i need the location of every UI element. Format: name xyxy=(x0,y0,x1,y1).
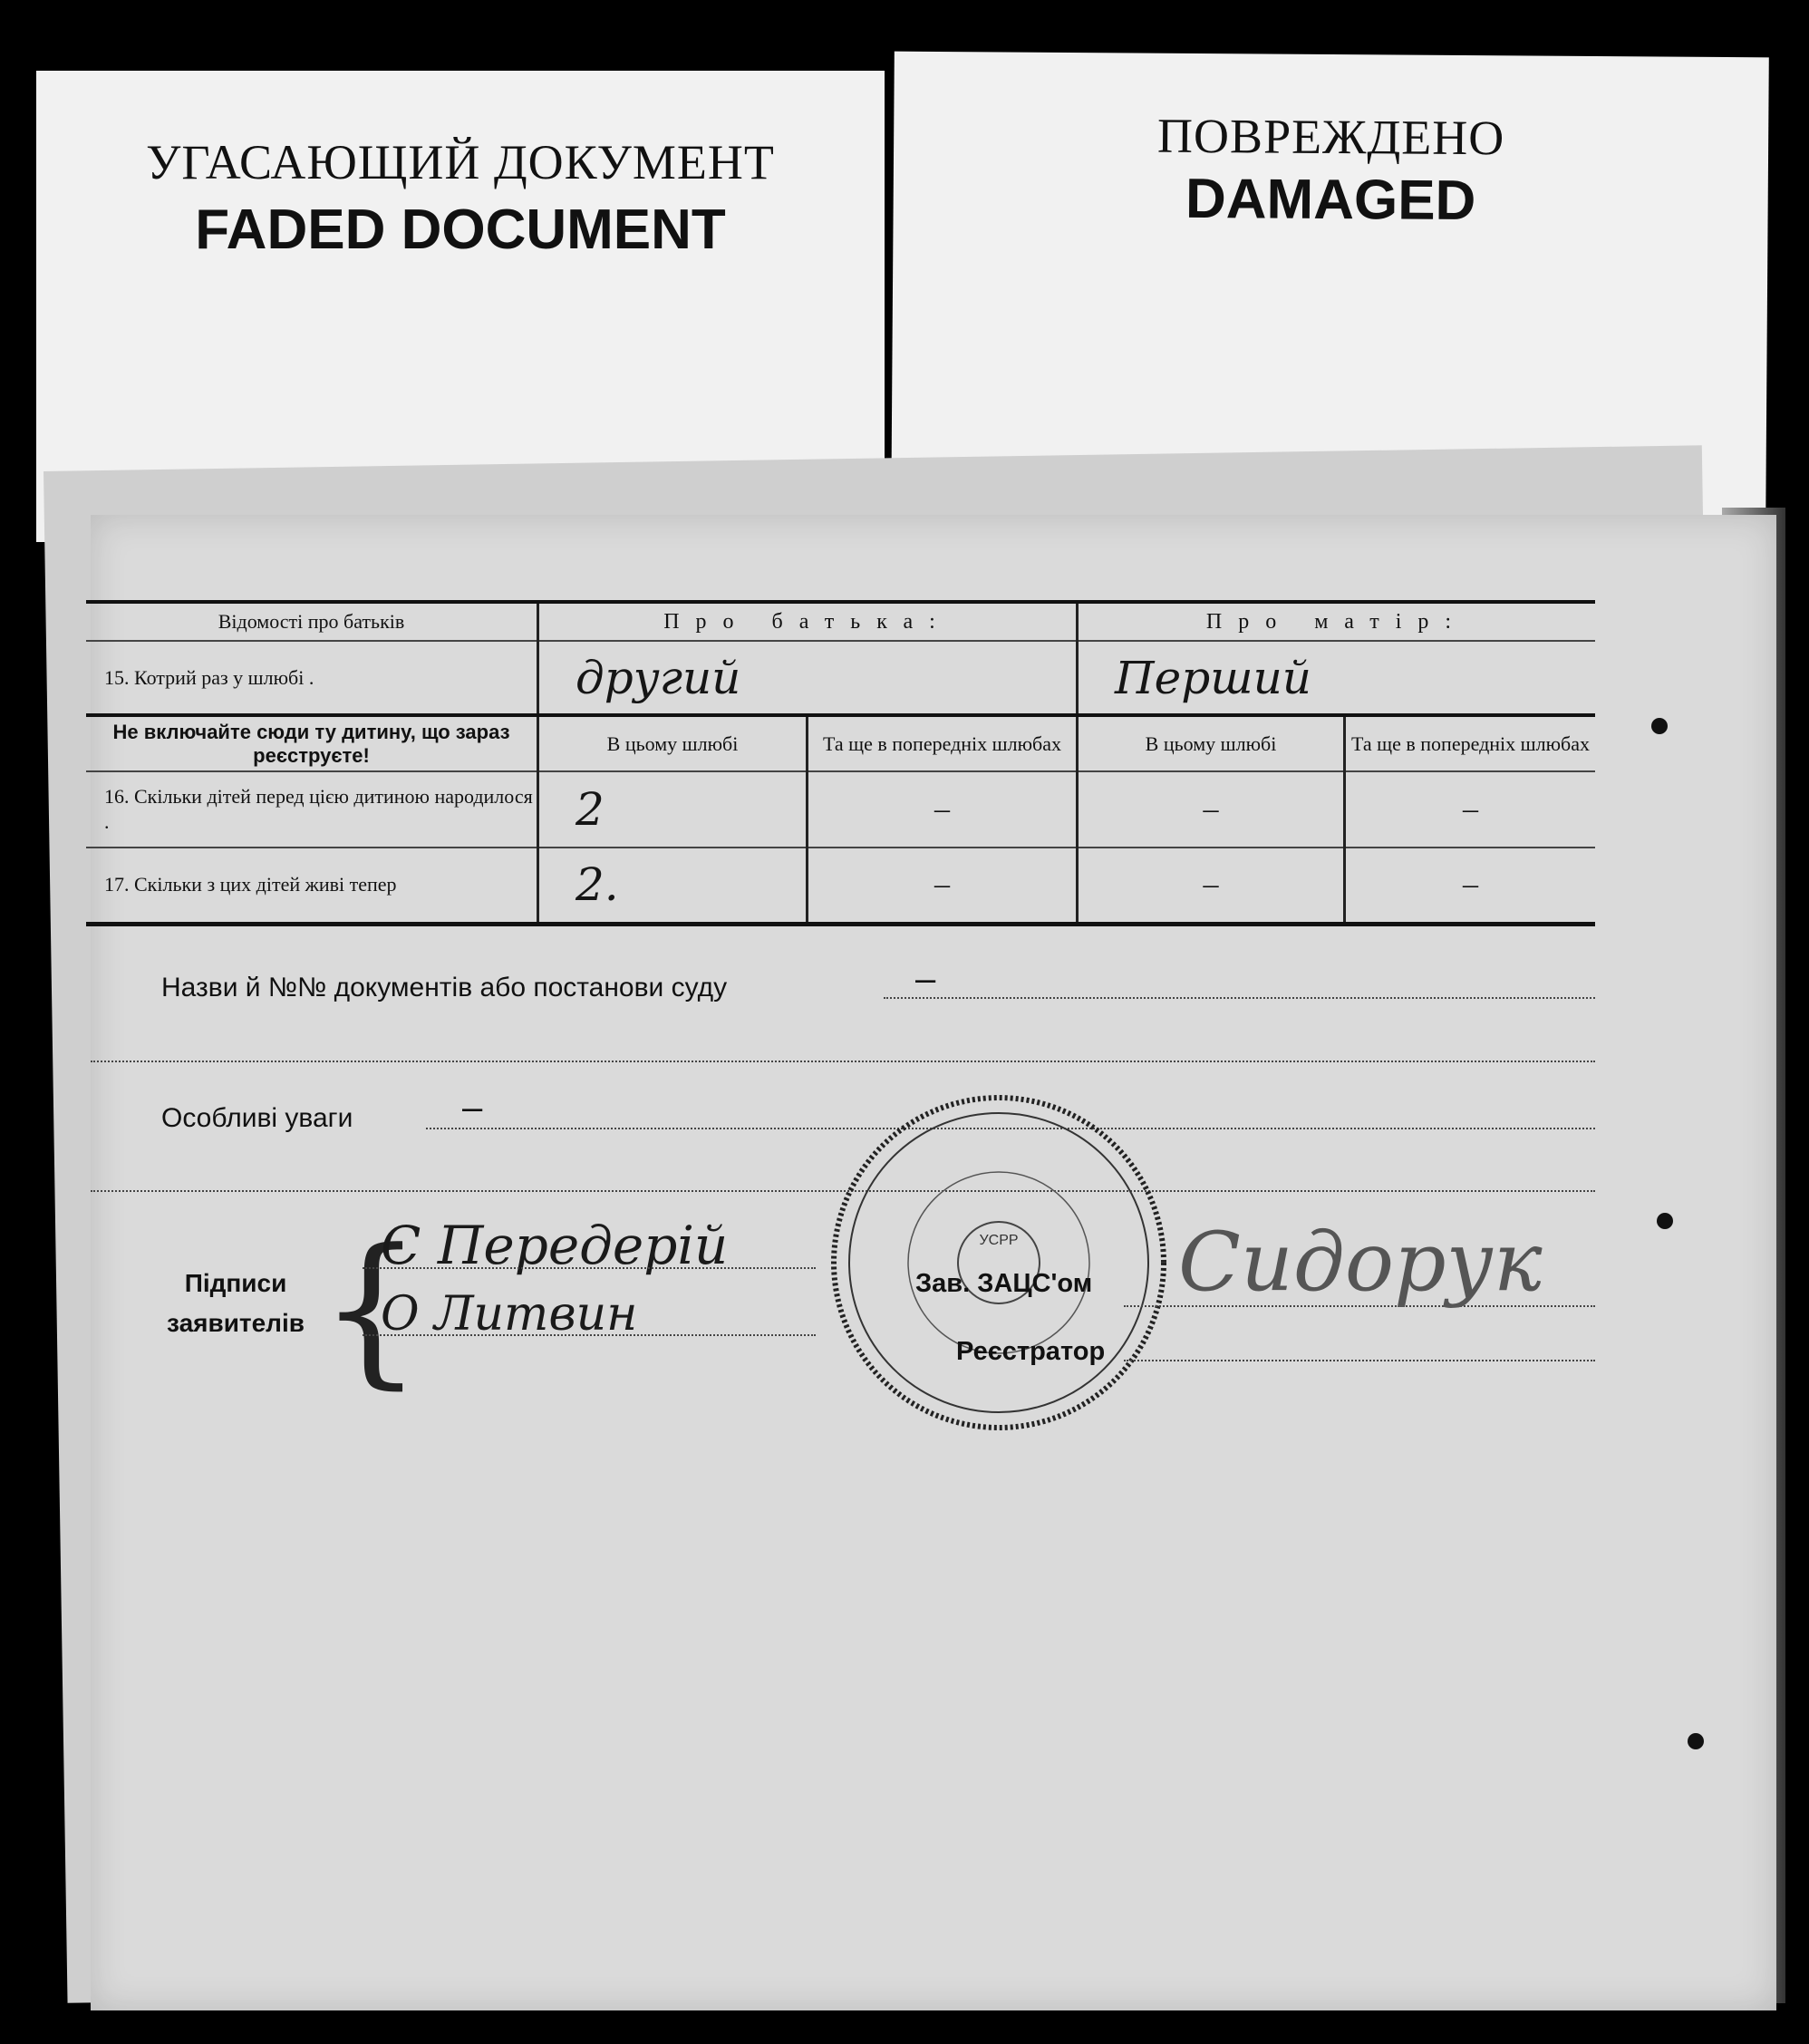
sig1-line xyxy=(363,1267,816,1269)
q16-value-mother-prev: – xyxy=(1345,771,1596,848)
table-subheader-row xyxy=(86,715,1595,771)
q15-father-value: другий xyxy=(538,641,1078,715)
zags-head-label: Зав. ЗАЦС'ом xyxy=(915,1269,1093,1298)
documents-label: Назви й №№ документів або постанови суду xyxy=(161,973,728,1003)
table-row-q16 xyxy=(86,771,1595,848)
table-row-q15 xyxy=(86,641,1595,715)
documents-dotted-line xyxy=(884,997,1595,999)
q17-label: 17. Скільки з цих дітей живі тепер xyxy=(86,848,538,924)
punch-hole-1 xyxy=(1651,718,1668,734)
faded-label-en: FADED DOCUMENT xyxy=(195,199,726,261)
stamp-center-text: УСРР xyxy=(979,1233,1019,1248)
q16-value-father-prev: – xyxy=(808,771,1078,848)
applicant-signature-1: С Передерій xyxy=(381,1215,729,1276)
q17-value-mother-this: – xyxy=(1078,848,1345,924)
sub-this-marriage-mother: В цьому шлюбі xyxy=(1078,715,1345,771)
table-row-q17 xyxy=(86,848,1595,924)
q15-mother-value: Перший xyxy=(1078,641,1596,715)
parents-info-table xyxy=(86,600,1595,926)
signatures-brace: { xyxy=(319,1215,423,1404)
notes-label: Особливі уваги xyxy=(161,1103,353,1133)
official-stamp-seal xyxy=(827,1090,1171,1435)
documents-value: – xyxy=(915,959,936,999)
documents-dotted-line-2 xyxy=(91,1061,1595,1062)
q17-value-mother-prev: – xyxy=(1345,848,1596,924)
punch-hole-2 xyxy=(1657,1213,1673,1229)
registrar-line xyxy=(1124,1360,1595,1361)
q16-value-mother-this: – xyxy=(1078,771,1345,848)
damaged-label-en: DAMAGED xyxy=(1185,167,1476,233)
exclusion-note: Не включайте сюди ту дитину, що зараз реєструєте! xyxy=(86,715,538,771)
registrar-label: Реєстратор xyxy=(956,1337,1106,1366)
signatures-label: Підписи заявителів xyxy=(167,1269,305,1337)
col-header-info: Відомості про батьків xyxy=(86,602,538,641)
damaged-label-ru: ПОВРЕЖДЕНО xyxy=(1156,108,1505,166)
table-header-row xyxy=(86,602,1595,641)
registrar-signature: Сидорук xyxy=(1178,1215,1543,1310)
applicant-signature-2: О Литвин xyxy=(381,1287,638,1342)
sub-prev-marriages-mother: Та ще в попередніх шлюбах xyxy=(1345,715,1596,771)
q15-label: 15. Котрий раз у шлюбі . xyxy=(86,641,538,715)
col-header-mother: Про матір: xyxy=(1078,602,1596,641)
faded-label-ru: УГАСАЮЩИЙ ДОКУМЕНТ xyxy=(146,135,775,189)
sub-this-marriage-father: В цьому шлюбі xyxy=(538,715,808,771)
punch-hole-3 xyxy=(1688,1733,1704,1749)
sig2-line xyxy=(363,1334,816,1336)
sub-prev-marriages-father: Та ще в попередніх шлюбах xyxy=(808,715,1078,771)
q16-value-father-this: 2 xyxy=(538,771,808,848)
col-header-father: Про батька: xyxy=(538,602,1078,641)
q17-value-father-prev: – xyxy=(808,848,1078,924)
notes-value: – xyxy=(462,1088,483,1128)
q17-value-father-this: 2. xyxy=(538,848,808,924)
q16-label: 16. Скільки дітей перед цією дитиною народилося . xyxy=(86,771,538,848)
